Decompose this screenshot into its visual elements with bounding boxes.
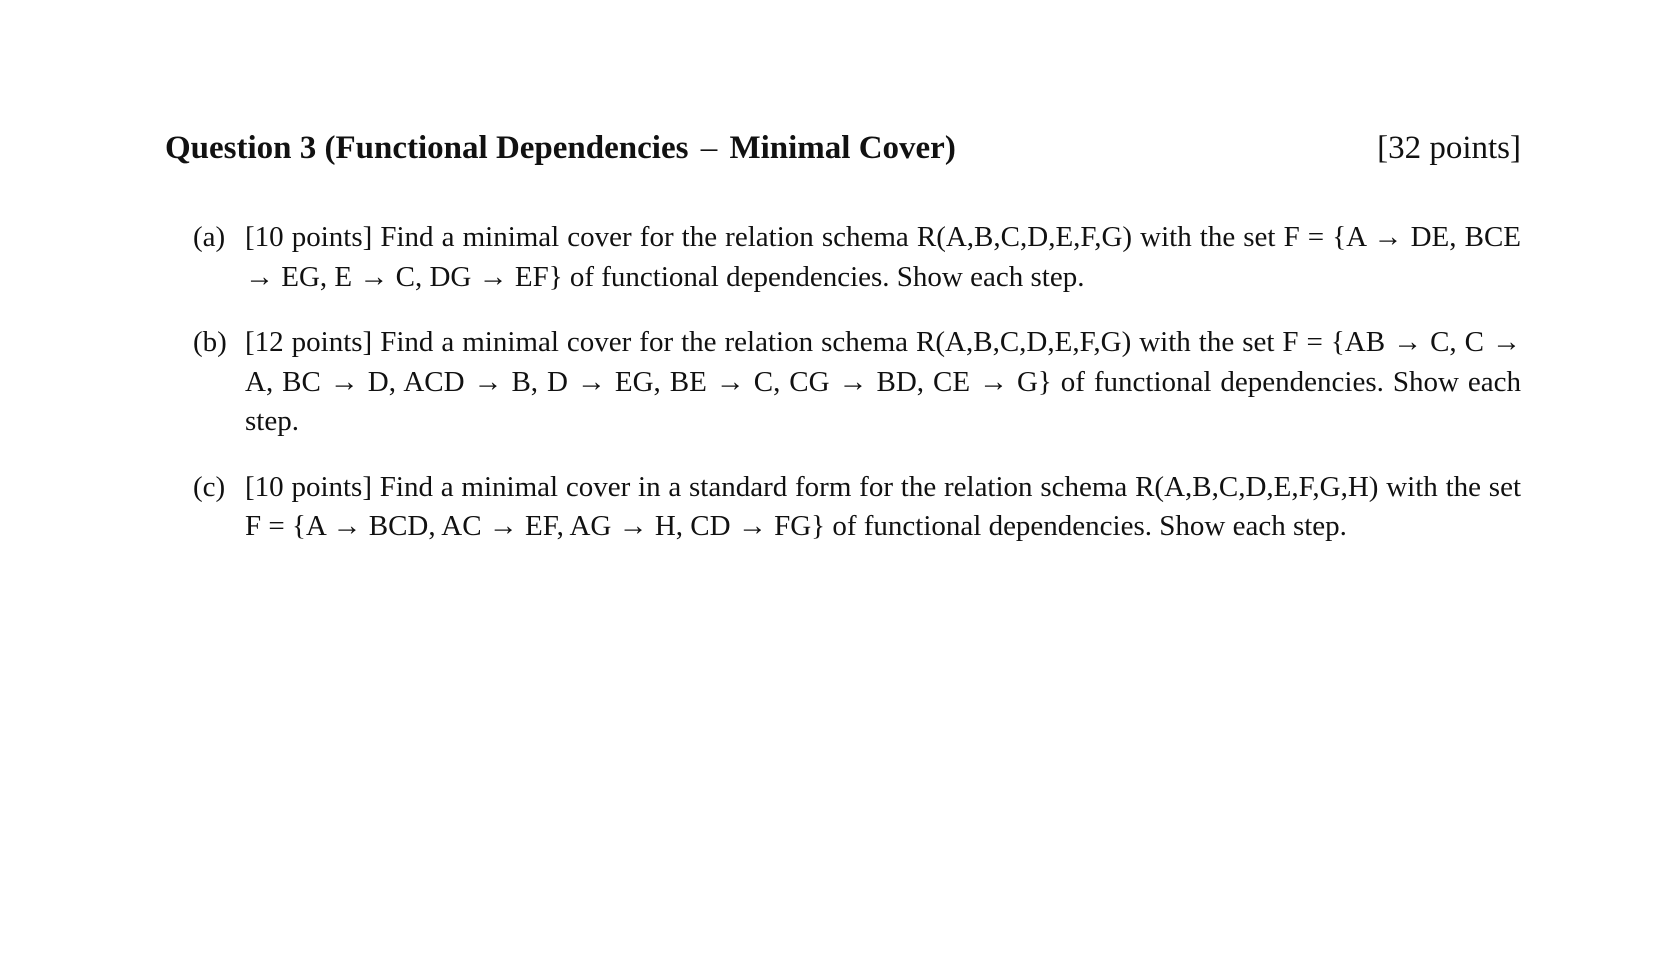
part-a [165, 218, 1521, 297]
question-title-suffix: Minimal Cover) [729, 130, 956, 166]
question-title [165, 128, 956, 168]
question-title-text: Question 3 (Functional Dependencies [165, 130, 689, 166]
question-points: [32 points] [1377, 130, 1521, 166]
part-c [165, 468, 1521, 547]
part-b [165, 323, 1521, 442]
part-a-text: [10 points] Find a minimal cover for the relation schema R(A,B,C,D,E,F,G) with the set F = {A → DE, BCE → EG, E → C, DG → EF} of functional dependencies. Show each step. [245, 221, 1521, 293]
part-b-label: (b) [193, 326, 227, 358]
part-b-text: [12 points] Find a minimal cover for the relation schema R(A,B,C,D,E,F,G) with the set F = {AB → C, C → A, BC → D, ACD → B, D → EG, BE → C, CG → BD, CE → G} of functional dependencies. Show each step. [245, 326, 1521, 437]
question-page [165, 128, 1521, 573]
title-dash: – [700, 130, 718, 166]
part-c-label: (c) [193, 470, 226, 503]
question-parts [165, 218, 1521, 547]
question-header [165, 128, 1521, 168]
part-c-text: [10 points] Find a minimal cover in a standard form for the relation schema R(A,B,C,D,E,F,G,H) with the set F = {A → BCD, AC → EF, AG → H, CD → FG} of functional dependencies. Show each step. [245, 470, 1521, 542]
part-a-label: (a) [193, 221, 226, 253]
